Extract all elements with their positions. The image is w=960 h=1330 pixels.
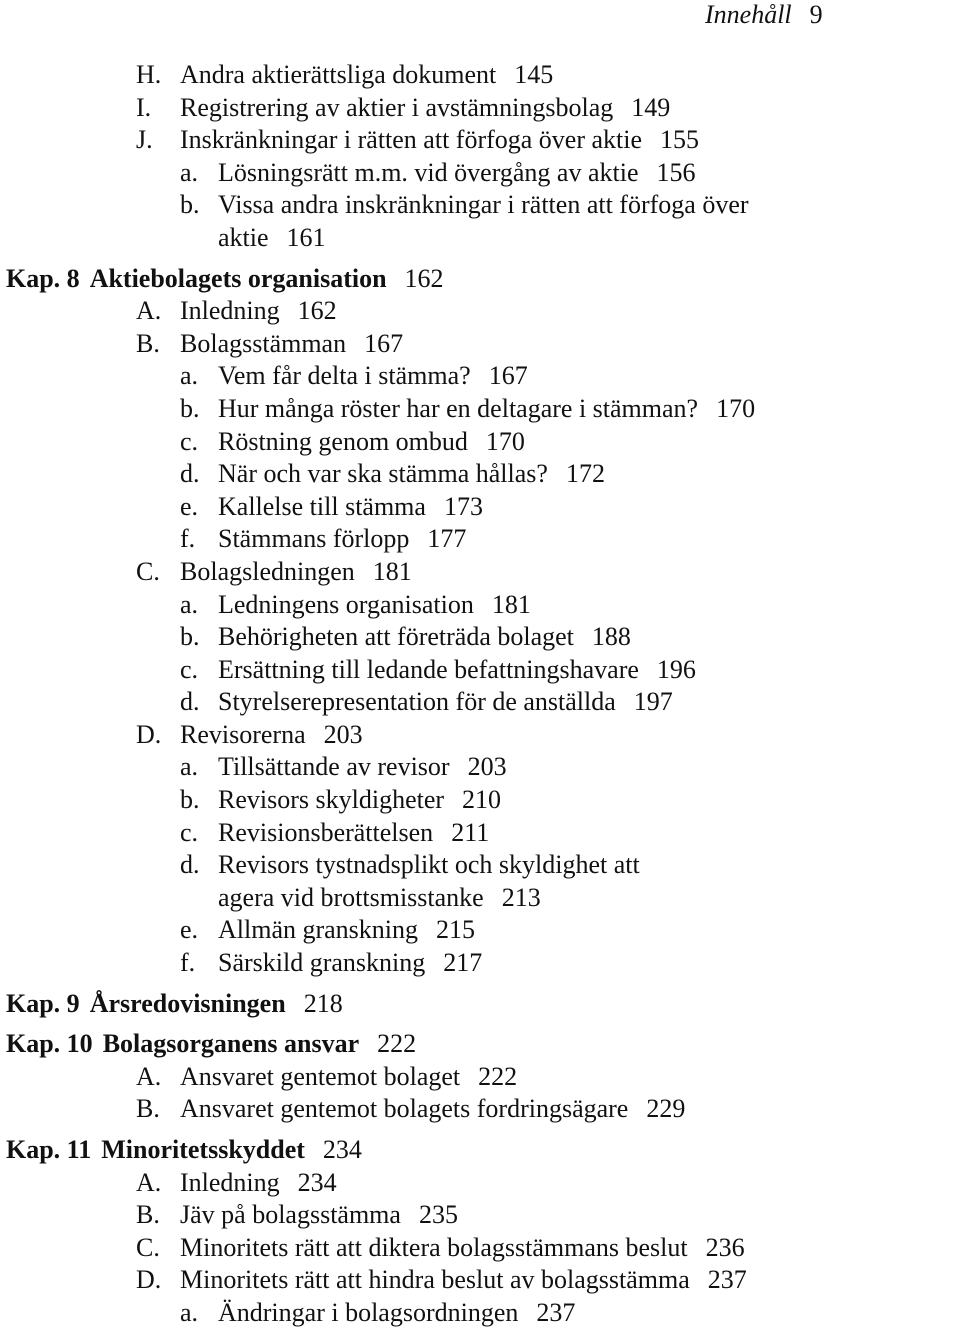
toc-entry [0,1297,960,1330]
toc-entry-label: f. [180,948,196,978]
toc-entry-title: Minoritets rätt att hindra beslut av bolagsstämma [180,1265,690,1295]
toc-entry-page: 188 [591,622,631,652]
toc-entry-label: d. [180,850,200,880]
toc-entry-title: Ändringar i bolagsordningen [218,1297,519,1327]
toc-entry-title: Kallelse till stämma [218,491,426,521]
toc-entry [0,328,960,361]
toc-entry [0,589,960,622]
toc-entry-title: Stämmans förlopp [218,524,410,554]
toc-entry-label: e. [180,915,199,945]
toc-entry-title: Jäv på bolagsstämma [180,1200,401,1230]
toc-entry-label: D. [136,719,162,749]
toc-entry-title: Minoritetsskyddet [101,1135,305,1164]
toc-entry [0,1093,960,1126]
toc-chapter-entry [0,263,960,296]
toc-entry-label: d. [180,687,200,717]
toc-entry-title: Revisors tystnadsplikt och skyldighet att [218,850,640,880]
toc-entry [0,1264,960,1297]
toc-entry-title: Aktiebolagets organisation [89,263,387,293]
toc-entry-label: c. [180,426,199,456]
toc-entry [0,295,960,328]
toc-entry-label: c. [180,654,199,684]
toc-entry [0,621,960,654]
toc-entry-label: C. [136,1232,160,1262]
toc-entry-page: 161 [286,222,326,252]
toc-entry-page: 197 [633,687,673,717]
toc-entry-label: c. [180,817,199,847]
toc-entry-page: 222 [478,1061,518,1091]
toc-entry-title: Andra aktierättsliga dokument [180,60,497,89]
toc-entry-label: A. [136,296,162,326]
toc-entry-page: 162 [404,263,444,293]
toc-entry-page: 181 [491,589,531,619]
toc-entry [0,654,960,687]
toc-entry-label: b. [180,785,200,815]
toc-entry-label: b. [180,190,200,220]
page-number: 9 [809,0,823,29]
toc-entry-title: Revisors skyldigheter [218,785,445,815]
toc-entry-label: J. [136,125,153,155]
toc-entry-page: 222 [377,1029,417,1059]
toc-entry-page: 173 [443,491,483,521]
toc-entry [0,947,960,980]
toc-entry-page: 156 [656,157,696,187]
toc-entry-label: C. [136,556,160,586]
toc-entry [0,523,960,556]
toc-entry [0,222,960,255]
toc-entry-title: Inledning [180,1167,280,1197]
toc-entry-page: 170 [716,393,756,423]
toc-entry-label: a. [180,752,199,782]
toc-entry-title: Inskränkningar i rätten att förfoga över aktie [180,125,643,155]
toc-entry-title: Bolagsorganens ansvar [102,1029,360,1059]
toc-entry-label: Kap. 8 [6,263,80,293]
toc-entry [0,1167,960,1200]
toc-entry [0,784,960,817]
toc-entry-label: B. [136,1094,160,1124]
toc-chapter-entry [0,1028,960,1061]
toc-entry [0,491,960,524]
toc-entry-label: a. [180,157,199,187]
toc-entry-page: 211 [451,817,490,847]
toc-entry-label: a. [180,1297,199,1327]
toc-entry-label: I. [136,92,152,122]
toc-entry-label: H. [136,60,162,89]
toc-entry [0,393,960,426]
toc-entry-page: 229 [646,1094,686,1124]
toc-entry-title: Tillsättande av revisor [218,752,450,782]
toc-entry-title: Styrelserepresentation för de anställda [218,687,616,717]
toc-entry-title: Allmän granskning [218,915,419,945]
toc-entry-label: D. [136,1265,162,1295]
toc-entry [0,92,960,125]
toc-entry-title: Vissa andra inskränkningar i rätten att förfoga över [218,190,749,220]
toc-entry-label: Kap. 9 [6,988,80,1018]
toc-entry-page: 167 [488,361,528,391]
toc-entry [0,882,960,915]
toc-entry-title: Vem får delta i stämma? [218,361,471,391]
toc-entry-title: Röstning genom ombud [218,426,468,456]
toc-entry-title: Ansvaret gentemot bolaget [180,1061,461,1091]
toc-entry-title: Bolagsstämman [180,328,347,358]
toc-entry-title: Bolagsledningen [180,556,355,586]
toc-entry [0,189,960,222]
toc-entry-page: 234 [297,1167,337,1197]
toc-entry [0,426,960,459]
toc-entry [0,1061,960,1094]
toc-entry-title: Registrering av aktier i avstämningsbolag [180,92,614,122]
toc-entry [0,849,960,882]
toc-entry-label: e. [180,491,199,521]
toc-entry-title: aktie [218,222,269,252]
toc-entry-page: 235 [418,1200,458,1230]
toc-chapter-entry [0,988,960,1021]
toc-entry-page: 162 [297,296,337,326]
toc-entry-page: 167 [364,328,404,358]
toc-entry-label: d. [180,459,200,489]
toc-entry-page: 237 [707,1265,747,1295]
toc-entry [0,59,960,92]
toc-entry-title: Ansvaret gentemot bolagets fordringsägare [180,1094,629,1124]
toc-entry [0,124,960,157]
toc-entry [0,360,960,393]
toc-entry-page: 181 [372,556,412,586]
toc-entry-title: Behörigheten att företräda bolaget [218,622,574,652]
toc-entry [0,458,960,491]
toc-entry-label: Kap. 11 [6,1135,92,1164]
toc-entry [0,556,960,589]
toc-entry-title: Ersättning till ledande befattningshavare [218,654,639,684]
toc-entry [0,1232,960,1265]
toc-entry [0,157,960,190]
running-header-title: Innehåll [705,0,792,29]
toc-entry-page: 196 [656,654,696,684]
toc-entry-page: 145 [514,60,554,89]
toc-entry-label: a. [180,361,199,391]
toc-entry [0,719,960,752]
toc-entry-page: 203 [323,719,363,749]
toc-chapter-entry [0,1134,960,1167]
toc-entry-label: a. [180,589,199,619]
toc-entry-page: 217 [443,948,483,978]
toc-entry-title: När och var ska stämma hållas? [218,459,548,489]
toc-entry-title: Inledning [180,296,280,326]
toc-entry-page: 149 [631,92,671,122]
toc-entry [0,686,960,719]
toc-entry-title: Revisorerna [180,719,306,749]
toc-entry-page: 237 [536,1297,576,1327]
toc-entry-title: Hur många röster har en deltagare i stämman? [218,393,699,423]
toc-entry-title: agera vid brottsmisstanke [218,882,484,912]
table-of-contents [0,59,960,1330]
toc-entry [0,817,960,850]
toc-entry-page: 215 [436,915,476,945]
toc-entry-page: 155 [660,125,700,155]
toc-entry-label: B. [136,1200,160,1230]
toc-entry-title: Minoritets rätt att diktera bolagsstämmans beslut [180,1232,688,1262]
toc-entry [0,751,960,784]
toc-entry-page: 170 [485,426,525,456]
toc-entry-page: 177 [427,524,467,554]
toc-entry-title: Särskild granskning [218,948,426,978]
toc-entry-label: A. [136,1167,162,1197]
toc-entry [0,1199,960,1232]
running-header [705,0,823,30]
toc-entry-label: B. [136,328,160,358]
toc-entry-label: Kap. 10 [6,1029,93,1059]
toc-entry-title: Revisionsberättelsen [218,817,434,847]
toc-entry-label: b. [180,393,200,423]
toc-entry-label: f. [180,524,196,554]
toc-entry-page: 203 [467,752,507,782]
toc-entry-page: 172 [565,459,605,489]
toc-entry-label: b. [180,622,200,652]
toc-entry-title: Årsredovisningen [89,988,286,1018]
toc-entry-page: 218 [303,988,343,1018]
toc-entry-page: 234 [322,1135,362,1164]
toc-entry-title: Ledningens organisation [218,589,474,619]
toc-entry-page: 213 [501,882,541,912]
toc-entry-page: 236 [705,1232,745,1262]
toc-entry-page: 210 [462,785,502,815]
toc-entry [0,914,960,947]
toc-entry-title: Lösningsrätt m.m. vid övergång av aktie [218,157,639,187]
toc-entry-label: A. [136,1061,162,1091]
